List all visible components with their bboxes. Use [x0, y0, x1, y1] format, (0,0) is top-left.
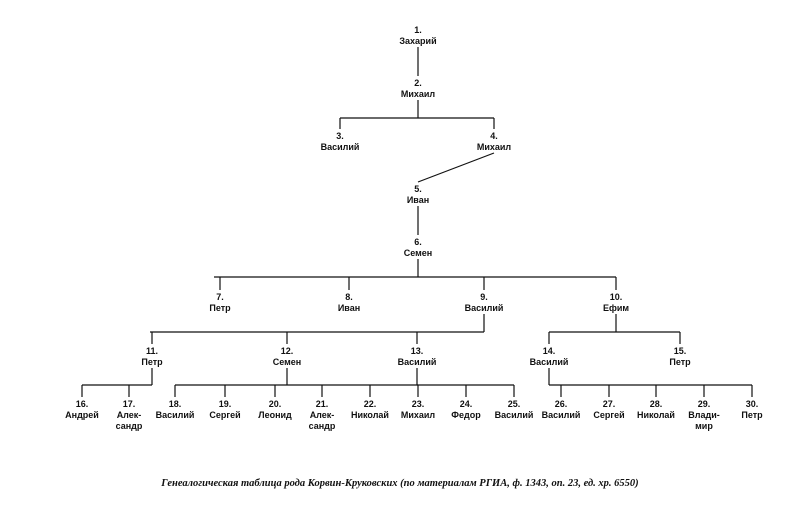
person-number: 27.	[602, 399, 616, 409]
person-name: Леонид	[258, 410, 292, 420]
person-number: 2.	[414, 78, 422, 88]
person-name: Захарий	[399, 36, 437, 46]
person-n26	[542, 399, 581, 420]
person-n2	[401, 78, 436, 99]
person-n8	[338, 292, 360, 313]
person-number: 20.	[268, 399, 282, 409]
person-name: Василий	[529, 357, 569, 367]
person-name: Михаил	[476, 142, 512, 152]
person-n4	[477, 131, 512, 152]
person-number: 7.	[216, 292, 224, 302]
person-name: Михаил	[400, 89, 436, 99]
person-number: 11.	[145, 346, 159, 356]
person-n27	[593, 399, 624, 420]
person-number: 8.	[345, 292, 353, 302]
person-number: 24.	[459, 399, 473, 409]
person-n12	[273, 346, 302, 367]
person-n7	[209, 292, 231, 313]
person-name: Алек-	[116, 410, 142, 420]
person-name: Семен	[272, 357, 302, 367]
person-number: 22.	[363, 399, 377, 409]
person-name: Андрей	[65, 410, 99, 420]
person-n30	[741, 399, 763, 420]
person-name: Василий	[320, 142, 360, 152]
person-number: 23.	[411, 399, 425, 409]
person-n25	[495, 399, 534, 420]
person-name: Федор	[451, 410, 481, 420]
person-n5	[407, 184, 429, 205]
person-n20	[258, 399, 292, 420]
person-number: 12.	[280, 346, 294, 356]
person-name: Сергей	[593, 410, 625, 420]
person-n1	[399, 25, 436, 46]
figure-caption: Генеалогическая таблица рода Корвин-Круковских (по материалам РГИА, ф. 1343, оп. 23, ед. хр. 6550)	[161, 478, 639, 489]
connector-n4-n5	[418, 153, 494, 182]
person-n29	[688, 399, 719, 431]
person-number: 15.	[673, 346, 687, 356]
person-name: Влади-	[688, 410, 720, 420]
person-number: 14.	[542, 346, 556, 356]
person-number: 1.	[414, 25, 422, 35]
person-number: 3.	[336, 131, 344, 141]
person-name: Николай	[351, 410, 389, 420]
person-name: Иван	[337, 303, 361, 313]
person-name: Василий	[155, 410, 195, 420]
tree-connectors	[82, 47, 752, 397]
person-name: Василий	[397, 357, 437, 367]
person-number: 4.	[490, 131, 498, 141]
person-n10	[603, 292, 629, 313]
person-number: 18.	[168, 399, 182, 409]
person-n15	[669, 346, 691, 367]
person-n6	[404, 237, 433, 258]
person-n21	[309, 399, 336, 431]
tree-nodes	[65, 25, 763, 431]
person-name: Семен	[403, 248, 433, 258]
person-n13	[398, 346, 437, 367]
person-number: 9.	[480, 292, 488, 302]
person-name: Михаил	[400, 410, 436, 420]
person-number: 10.	[609, 292, 623, 302]
person-name: Петр	[669, 357, 691, 367]
person-name: Петр	[141, 357, 163, 367]
person-n28	[637, 399, 675, 420]
person-n9	[465, 292, 504, 313]
person-number: 30.	[745, 399, 759, 409]
person-number: 6.	[414, 237, 422, 247]
person-number: 28.	[649, 399, 663, 409]
person-number: 21.	[315, 399, 329, 409]
person-name: Василий	[541, 410, 581, 420]
person-number: 19.	[218, 399, 232, 409]
person-name: мир	[695, 421, 713, 431]
person-number: 26.	[554, 399, 568, 409]
person-name: Василий	[494, 410, 534, 420]
person-name: Николай	[637, 410, 675, 420]
person-number: 16.	[75, 399, 89, 409]
person-n11	[141, 346, 163, 367]
person-number: 25.	[507, 399, 521, 409]
person-n3	[321, 131, 360, 152]
person-name: Петр	[209, 303, 231, 313]
person-n16	[65, 399, 99, 420]
person-name: Сергей	[209, 410, 241, 420]
person-n19	[209, 399, 240, 420]
person-number: 13.	[410, 346, 424, 356]
person-n14	[530, 346, 569, 367]
person-number: 5.	[414, 184, 422, 194]
person-number: 29.	[697, 399, 711, 409]
person-n18	[156, 399, 195, 420]
person-number: 17.	[122, 399, 136, 409]
person-name: Петр	[741, 410, 763, 420]
person-name: Иван	[406, 195, 430, 205]
person-name: Василий	[464, 303, 504, 313]
person-n22	[351, 399, 389, 420]
person-n24	[451, 399, 481, 420]
person-name: Алек-	[309, 410, 335, 420]
person-n17	[116, 399, 143, 431]
person-name: сандр	[308, 421, 336, 431]
person-n23	[401, 399, 436, 420]
person-name: Ефим	[602, 303, 630, 313]
person-name: сандр	[115, 421, 143, 431]
